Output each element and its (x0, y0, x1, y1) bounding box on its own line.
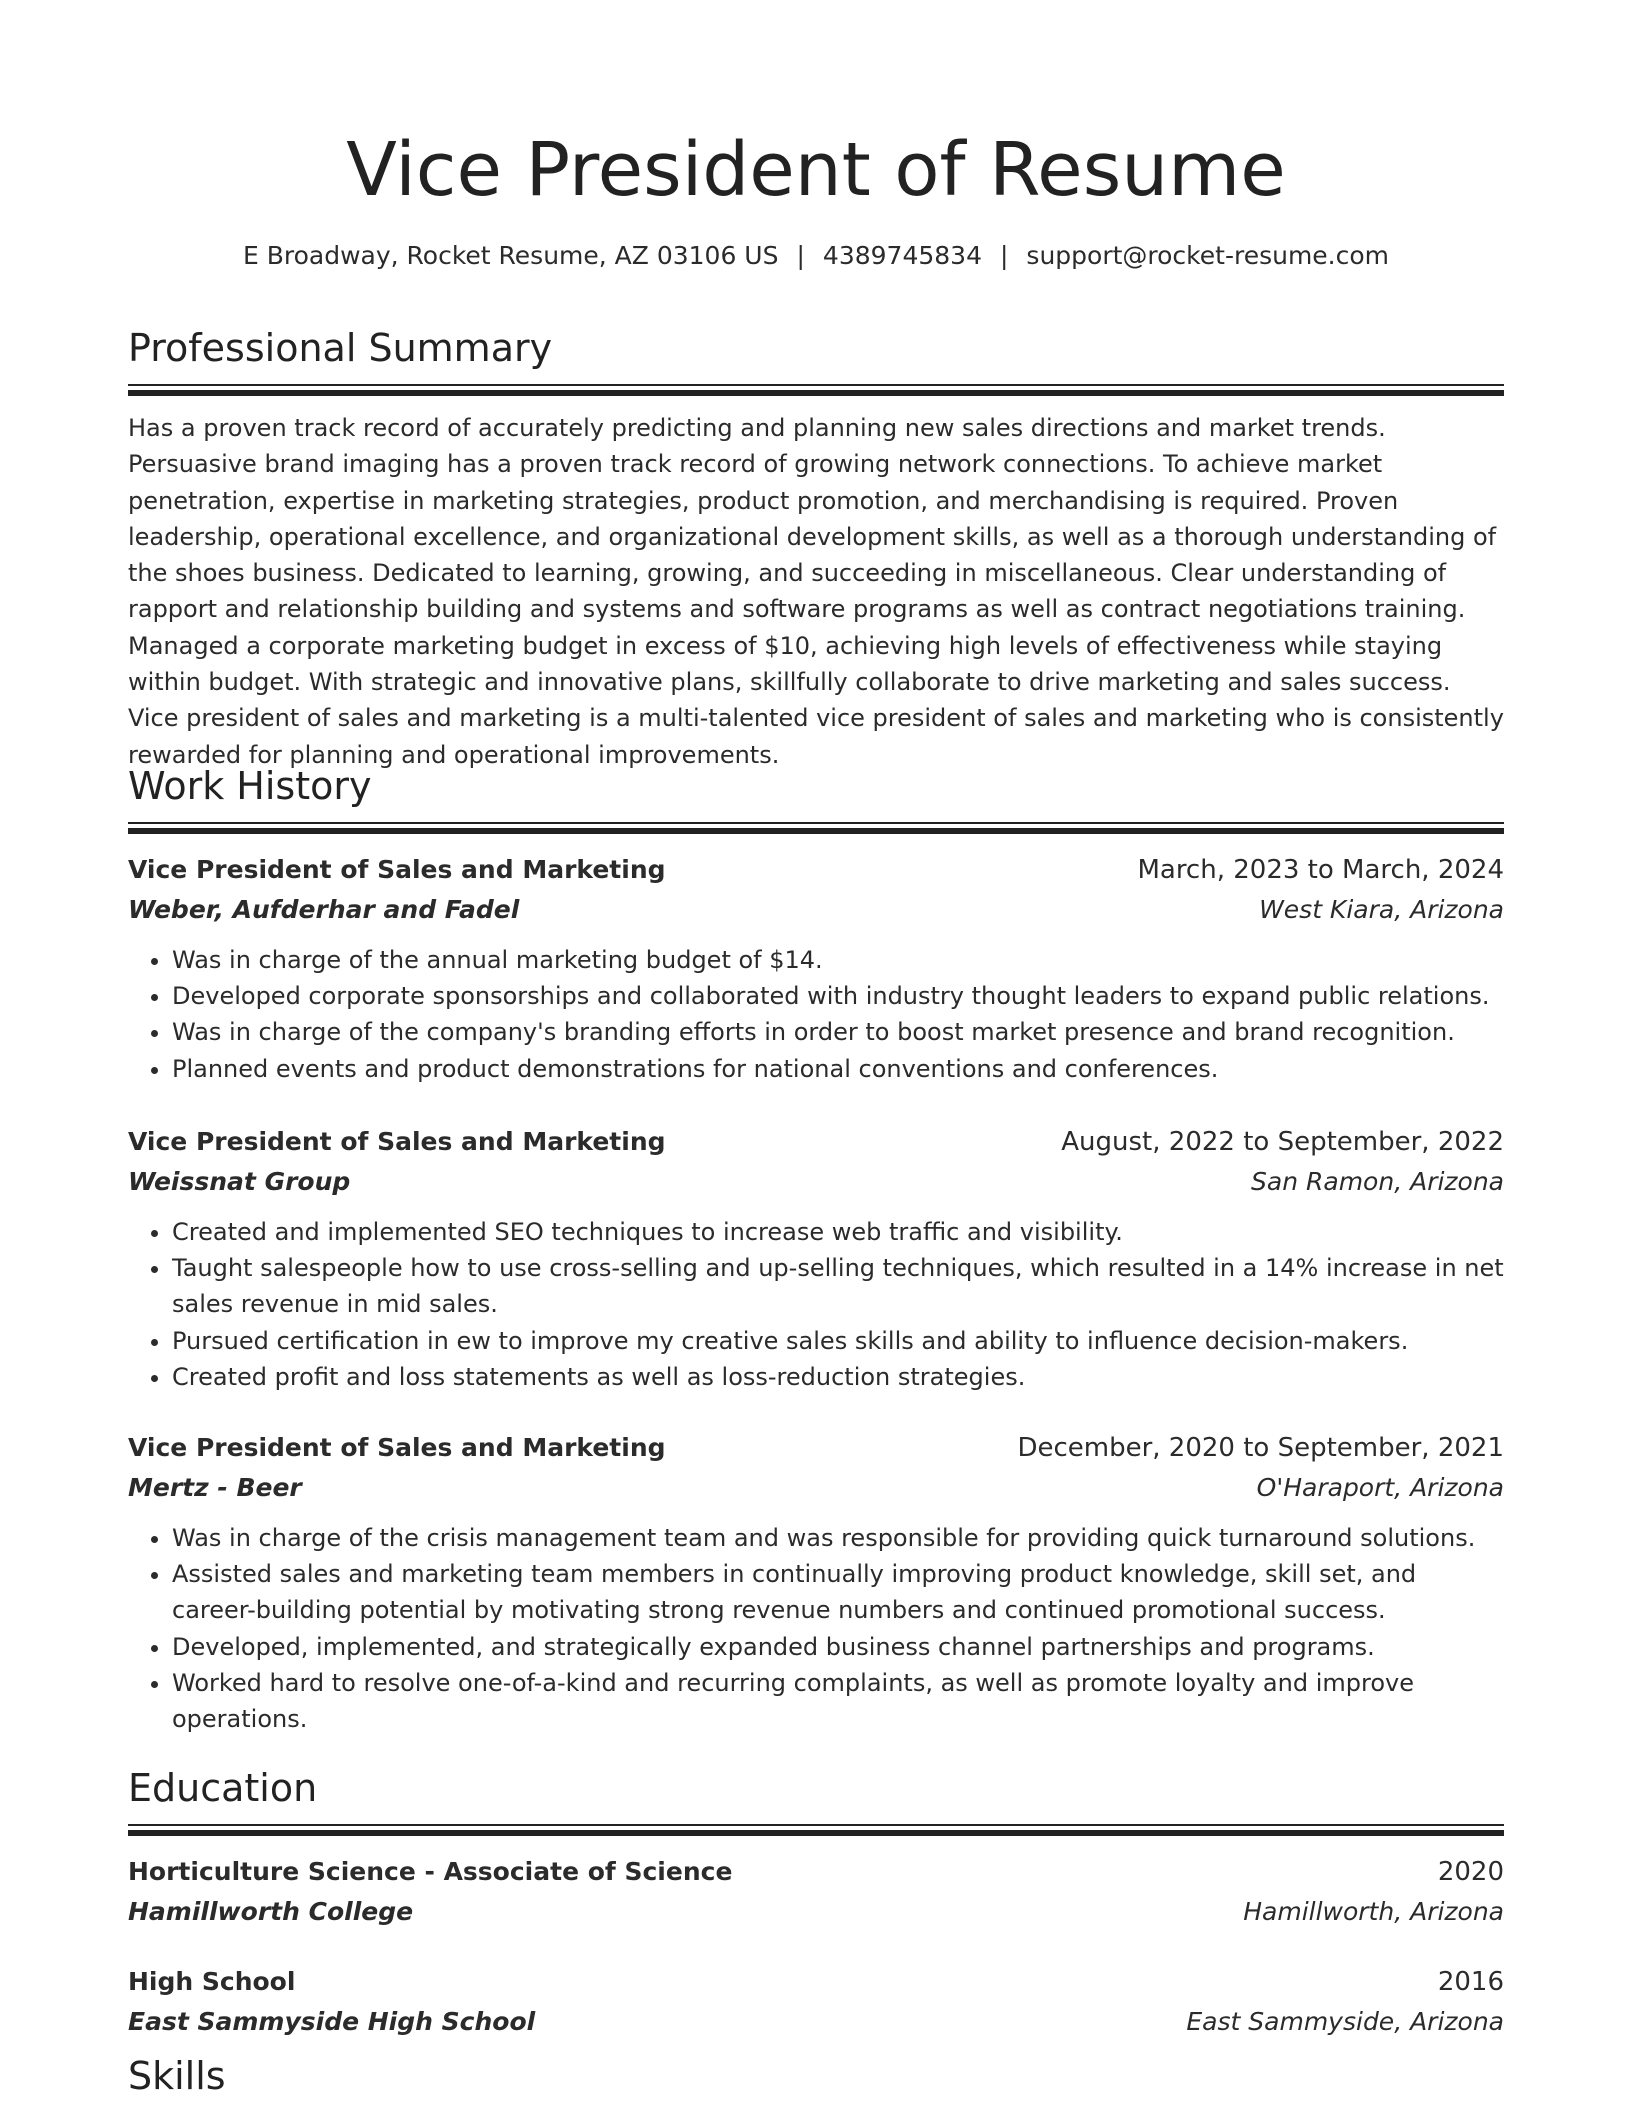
section-divider (128, 384, 1504, 386)
job-bullet: • Was in charge of the company's branding efforts in order to boost market presence and brand recognition. (172, 1014, 1504, 1050)
job-dates: December, 2020 to September, 2021 (1017, 1433, 1504, 1463)
job-bullet: • Developed corporate sponsorships and collaborated with industry thought leaders to expand public relations. (172, 978, 1504, 1014)
job-bullet: • Pursued certification in ew to improve my creative sales skills and ability to influence decision-makers. (172, 1323, 1504, 1359)
graduation-year: 2020 (1437, 1857, 1504, 1887)
job-dates: August, 2022 to September, 2022 (1061, 1127, 1504, 1157)
section-work-history (128, 760, 1504, 834)
section-divider (128, 1824, 1504, 1826)
job-dates: March, 2023 to March, 2024 (1137, 855, 1504, 885)
job-bullet: • Taught salespeople how to use cross-selling and up-selling techniques, which resulted in a 14% increase in net sales revenue in mid sales. (172, 1250, 1504, 1322)
company-name: Weber, Aufderhar and Fadel (128, 895, 520, 924)
contact-email: support@rocket-resume.com (1026, 241, 1390, 270)
education-entry (128, 1852, 1504, 1932)
section-divider-thick (128, 1830, 1504, 1836)
job-bullet: • Was in charge of the crisis management team and was responsible for providing quick turnaround solutions. (172, 1520, 1504, 1556)
job-bullets (128, 942, 1504, 1087)
job-title: Vice President of Sales and Marketing (128, 1127, 666, 1156)
summary-text: Has a proven track record of accurately predicting and planning new sales directions and market trends. Persuasive brand imaging has a proven track record of growing network connections. To achieve market penetration, expertise in marketing strategies, product promotion, and merchandising is required. Proven leadership, operational excellence, and organizational development skills, as well as a thorough understanding of the shoes business. Dedicated to learning, growing, and succeeding in miscellaneous. Clear understanding of rapport and relationship building and systems and software programs as well as contract negotiations training. Managed a corporate marketing budget in excess of $10, achieving high levels of effectiveness while staying within budget. With strategic and innovative plans, skillfully collaborate to drive marketing and sales success. Vice president of sales and marketing is a multi-talented vice president of sales and marketing who is consistently rewarded for planning and operational improvements. (128, 414, 1504, 769)
section-professional-summary (128, 322, 1504, 797)
company-name: Mertz - Beer (128, 1473, 302, 1502)
section-divider (128, 822, 1504, 824)
contact-separator: | (999, 241, 1009, 270)
job-bullet: • Planned events and product demonstrations for national conventions and conferences. (172, 1051, 1504, 1087)
school-name: Hamillworth College (128, 1897, 414, 1926)
job-title: Vice President of Sales and Marketing (128, 1433, 666, 1462)
section-title: Professional Summary (128, 326, 553, 370)
education-entry (128, 1962, 1504, 2042)
candidate-name: Vice President of Resume (346, 127, 1286, 213)
job-bullet: • Was in charge of the annual marketing budget of $14. (172, 942, 1504, 978)
job-bullet: • Assisted sales and marketing team members in continually improving product knowledge, skill set, and career-building potential by motivating strong revenue numbers and continued promotional success. (172, 1556, 1504, 1628)
job-bullets (128, 1520, 1504, 1737)
contact-line (128, 238, 1504, 274)
contact-phone: 4389745834 (822, 241, 982, 270)
company-name: Weissnat Group (128, 1167, 351, 1196)
section-title: Education (128, 1766, 318, 1810)
school-name: East Sammyside High School (128, 2007, 536, 2036)
job-bullet: • Developed, implemented, and strategically expanded business channel partnerships and programs. (172, 1629, 1504, 1665)
job-bullet: • Created and implemented SEO techniques to increase web traffic and visibility. (172, 1214, 1504, 1250)
job-entry (128, 1122, 1504, 1395)
section-title: Work History (128, 764, 372, 808)
section-education (128, 1762, 1504, 1836)
section-divider-thick (128, 828, 1504, 834)
school-location: East Sammyside, Arizona (1186, 2007, 1504, 2036)
contact-address: E Broadway, Rocket Resume, AZ 03106 US (242, 241, 779, 270)
section-skills (128, 2050, 1504, 2102)
contact-separator: | (796, 241, 805, 270)
job-entry (128, 850, 1504, 1087)
job-location: West Kiara, Arizona (1259, 895, 1504, 924)
section-title: Skills (128, 2054, 226, 2098)
job-title: Vice President of Sales and Marketing (128, 855, 666, 884)
section-divider-thick (128, 390, 1504, 396)
job-location: O'Haraport, Arizona (1256, 1473, 1504, 1502)
job-bullet: • Worked hard to resolve one-of-a-kind and recurring complaints, as well as promote loyalty and improve operations. (172, 1665, 1504, 1737)
job-location: San Ramon, Arizona (1251, 1167, 1504, 1196)
degree-name: High School (128, 1967, 296, 1996)
school-location: Hamillworth, Arizona (1243, 1897, 1504, 1926)
degree-name: Horticulture Science - Associate of Science (128, 1857, 733, 1886)
job-entry (128, 1428, 1504, 1737)
job-bullets (128, 1214, 1504, 1395)
graduation-year: 2016 (1437, 1967, 1504, 1997)
job-bullet: • Created profit and loss statements as well as loss-reduction strategies. (172, 1359, 1504, 1395)
